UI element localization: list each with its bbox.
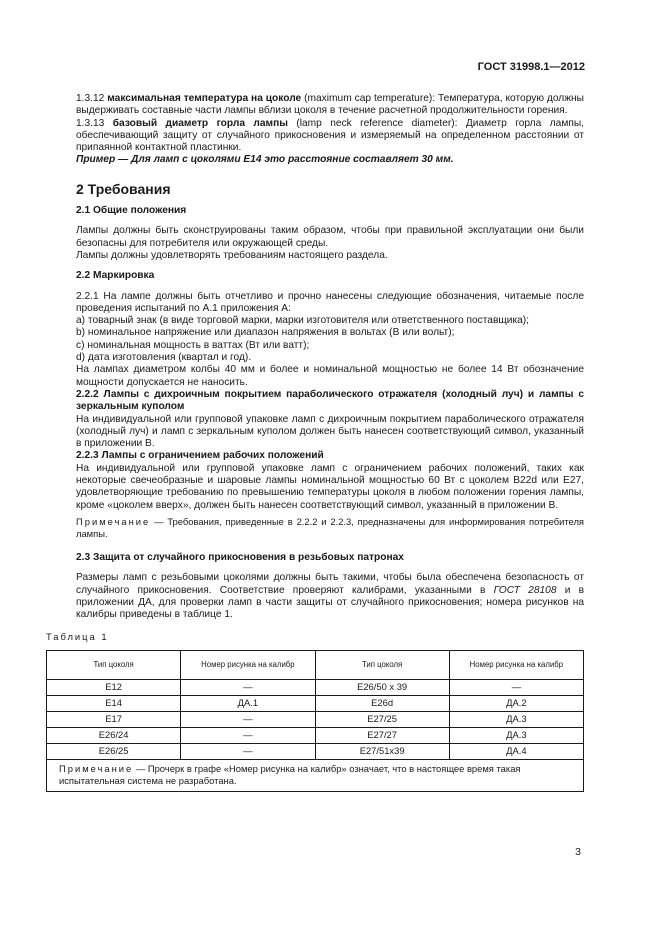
table-cell: — [449, 679, 583, 695]
page-number: 3 [575, 846, 581, 858]
note-text: — Прочерк в графе «Номер рисунка на калибр» означает, что в настоящее время такая испытательная система не разработана. [59, 762, 521, 786]
clause-number: 1.3.13 [76, 117, 113, 129]
table-row [47, 727, 584, 743]
table-cell: — [181, 711, 315, 727]
table-cell: ДА.4 [449, 743, 583, 759]
table-cell: Е26/25 [47, 743, 181, 759]
table-row [47, 743, 584, 759]
standard-reference: ГОСТ 28108 [493, 584, 557, 596]
table-cell: Е27/27 [315, 727, 449, 743]
gauge-table [46, 650, 584, 792]
clause-1-3-13 [76, 118, 584, 155]
table-cell: ДА.1 [181, 695, 315, 711]
list-item-a: а) товарный знак (в виде торговой марки, марки изготовителя или ответственного поставщика); [76, 315, 530, 327]
term: базовый диаметр горла лампы [112, 117, 288, 129]
column-header: Номер рисунка на калибр [181, 650, 315, 679]
list-item-d: d) дата изготовления (квартал и год). [76, 352, 252, 364]
clause-2-2-3-title: 2.2.3 Лампы с ограничением рабочих положений [76, 450, 324, 462]
column-header: Тип цоколя [47, 650, 181, 679]
clause-2-2-1: 2.2.1 На лампе должны быть отчетливо и прочно нанесены следующие обозначения, читаемые после проведения испытаний по А.1 приложения А: [76, 290, 584, 314]
document-header-id: ГОСТ 31998.1—2012 [477, 61, 585, 73]
table-cell: Е14 [47, 695, 181, 711]
section-2-3-title: 2.3 Защита от случайного прикосновения в резьбовых патронах [76, 551, 404, 563]
page-content [46, 93, 585, 792]
table-header-row [47, 650, 584, 679]
table-cell: ДА.3 [449, 711, 583, 727]
column-header: Тип цоколя [315, 650, 449, 679]
section-2-title: 2 Требования [76, 180, 171, 197]
list-item-c: с) номинальная мощность в ваттах (Вт или ватт); [76, 339, 310, 351]
note-label: Примечание [59, 762, 134, 774]
table-cell: Е12 [47, 679, 181, 695]
clause-number: 1.3.12 [76, 93, 108, 104]
table-cell: ДА.3 [449, 727, 583, 743]
note-label: Примечание [76, 515, 151, 527]
column-header: Номер рисунка на калибр [449, 650, 583, 679]
table-cell: Е26d [315, 695, 449, 711]
clause-2-2-1-tail: На лампах диаметром колбы 40 мм и более и номинальной мощностью не более 14 Вт обозначение мощности допускается не наносить. [76, 364, 584, 388]
table-cell: — [181, 679, 315, 695]
section-2-1-paragraph-1: Лампы должны быть сконструированы таким образом, чтобы при правильной эксплуатации они были безопасны для потребителя или окружающей среды. [76, 225, 584, 249]
table-note-row [47, 759, 584, 791]
list-item-b: b) номинальное напряжение или диапазон напряжения в вольтах (В или вольт); [76, 327, 455, 339]
section-2-1-title: 2.1 Общие положения [76, 205, 187, 217]
clause-1-3-12 [76, 93, 584, 118]
table-note [47, 759, 584, 791]
table-caption: Таблица 1 [46, 631, 109, 643]
table-row [47, 679, 584, 695]
section-2-2-title: 2.2 Маркировка [76, 270, 155, 282]
table-cell: — [181, 727, 315, 743]
definition: (lamp neck reference diameter): Диаметр горла лампы, обеспечивающий защиту от случайного прикосновения и измеряемый на определенном расстоянии от припаянной контактной пластинки. [76, 117, 584, 154]
example-text: Пример — Для ламп с цоколями Е14 это расстояние составляет 30 мм. [76, 154, 454, 166]
section-2-1-paragraph-2: Лампы должны удовлетворять требованиям настоящего раздела. [76, 249, 388, 261]
table-cell: Е27/51x39 [315, 743, 449, 759]
section-2-3-paragraph: Размеры ламп с резьбовыми цоколями должны быть такими, чтобы была обеспечена безопасность от случайного прикосновения. Соответствие проверяют калибрами, указанными в ГОСТ 28108 и в приложении ДА, для проверки ламп в части защиты от случайного прикосновения; номера рисунков на калибры приведены в таблице 1. [76, 572, 585, 621]
note-2-2 [76, 516, 584, 540]
clause-2-2-2-text: На индивидуальной или групповой упаковке ламп с дихроичным покрытием параболического отражателя (холодный луч) и ламп с зеркальным куполом должен быть нанесен соответствующий символ, указанный в приложении В. [76, 413, 584, 450]
table-cell: Е27/25 [315, 711, 449, 727]
table-row [47, 711, 584, 727]
term: максимальная температура на цоколе [107, 93, 302, 104]
table-cell: ДА.2 [449, 695, 583, 711]
table-cell: Е26/50 x 39 [315, 679, 449, 695]
table-cell: Е17 [47, 711, 181, 727]
note-text: — Требования, приведенные в 2.2.2 и 2.2.3, предназначены для информирования потребителя лампы. [76, 515, 584, 539]
table-cell: — [181, 743, 315, 759]
clause-2-2-2-title: 2.2.2 Лампы с дихроичным покрытием параболического отражателя (холодный луч) и лампы с зеркальным куполом [76, 388, 584, 413]
clause-2-2-3-text: На индивидуальной или групповой упаковке ламп с ограничением рабочих положений, таких как некоторые свечеобразные и шаровые лампы номинальной мощностью 60 Вт с цоколем В22d или Е27, удовлетворяющие требованию по превышению температуры цоколя в любом положении горения лампы, кроме «цоколем вверх», должен быть нанесен соответствующий символ, указанный в приложении В. [76, 462, 584, 511]
table-row [47, 695, 584, 711]
definition: (maximum cap temperature): Температура, которую должны выдерживать составные части лампы вблизи цоколя в течение расчетной продолжительности горения. [76, 93, 585, 117]
table-cell: Е26/24 [47, 727, 181, 743]
